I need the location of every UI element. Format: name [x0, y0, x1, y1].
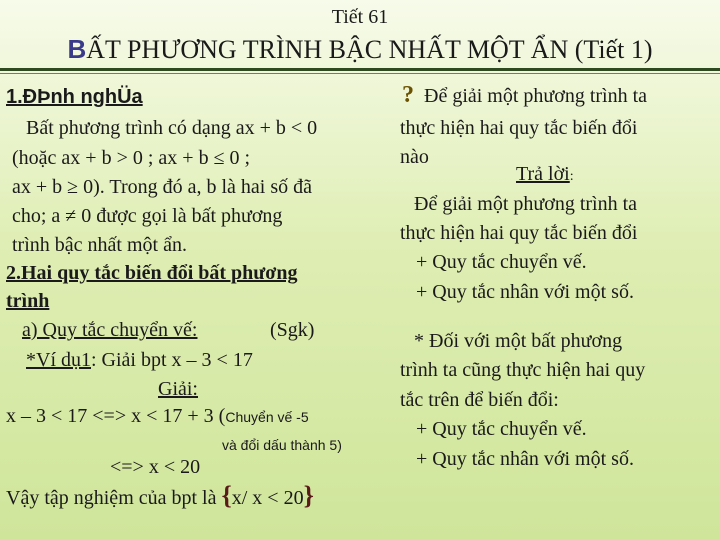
example-label: *Ví dụ1	[26, 349, 91, 371]
page-title-rest: ẤT PHƯƠNG TRÌNH BẬC NHẤT MỘT ẨN (Tiết 1)	[86, 35, 653, 64]
note-line-3: tắc trên để biến đổi:	[400, 389, 559, 411]
solution-step-2: <=> x < 20	[110, 456, 201, 478]
note-line-4: + Quy tắc chuyển vế.	[416, 418, 587, 440]
header-divider	[0, 68, 720, 71]
note-line-5: + Quy tắc nhân với một số.	[416, 448, 634, 470]
section2-heading-line-1: 2.Hai quy tắc biến đổi bất phương	[6, 262, 298, 284]
question-line-1: Để giải một phương trình ta	[424, 85, 648, 107]
solution-set-body: x/ x < 20	[231, 487, 304, 509]
note-line-1: * Đối với một bất phương	[414, 330, 623, 352]
definition-line-4: cho; a ≠ 0 được gọi là bất phương	[12, 205, 283, 227]
answer-line-2: thực hiện hai quy tắc biến đổi	[400, 222, 638, 244]
definition-line-2: (hoặc ax + b > 0 ; ax + b ≤ 0 ;	[12, 147, 251, 169]
answer-label: Trả lời	[516, 163, 570, 185]
definition-line-5: trình bậc nhất một ẩn.	[12, 234, 187, 256]
header-divider-thin	[0, 73, 720, 74]
rule-a-reference: (Sgk)	[270, 319, 315, 341]
solution-set-close-brace: }	[303, 481, 314, 510]
solution-set-prefix: Vậy tập nghiệm của bpt là	[6, 487, 217, 509]
solution-step-1-note-continued: và đổi dấu thành 5)	[222, 437, 342, 453]
solution-step-1: x – 3 < 17 <=> x < 17 + 3 (	[6, 405, 226, 427]
page-title-first-letter: B	[67, 34, 87, 64]
section1-heading: 1.ĐÞnh nghÜa	[6, 86, 143, 108]
question-mark-icon: ?	[402, 82, 414, 108]
answer-colon: :	[569, 169, 574, 184]
note-line-2: trình ta cũng thực hiện hai quy	[400, 359, 646, 381]
rule-a-label: a) Quy tắc chuyển vế:	[22, 319, 198, 341]
example-text: : Giải bpt x – 3 < 17	[91, 349, 253, 371]
question-line-2: thực hiện hai quy tắc biến đổi	[400, 117, 638, 139]
answer-line-4: + Quy tắc nhân với một số.	[416, 281, 634, 303]
solution-step-1-note: Chuyển vế -5	[225, 409, 309, 425]
solution-label: Giải:	[158, 378, 198, 400]
lesson-number: Tiết 61	[331, 6, 389, 28]
page-title	[0, 34, 720, 65]
answer-line-1: Để giải một phương trình ta	[414, 193, 638, 215]
definition-line-3: ax + b ≥ 0). Trong đó a, b là hai số đã	[12, 176, 313, 198]
section2-heading-line-2: trình	[6, 290, 50, 312]
question-line-3: nào	[400, 146, 429, 168]
solution-set-open-brace: {	[221, 481, 232, 510]
answer-line-3: + Quy tắc chuyển vế.	[416, 251, 587, 273]
definition-line-1: Bất phương trình có dạng ax + b < 0	[26, 117, 318, 139]
